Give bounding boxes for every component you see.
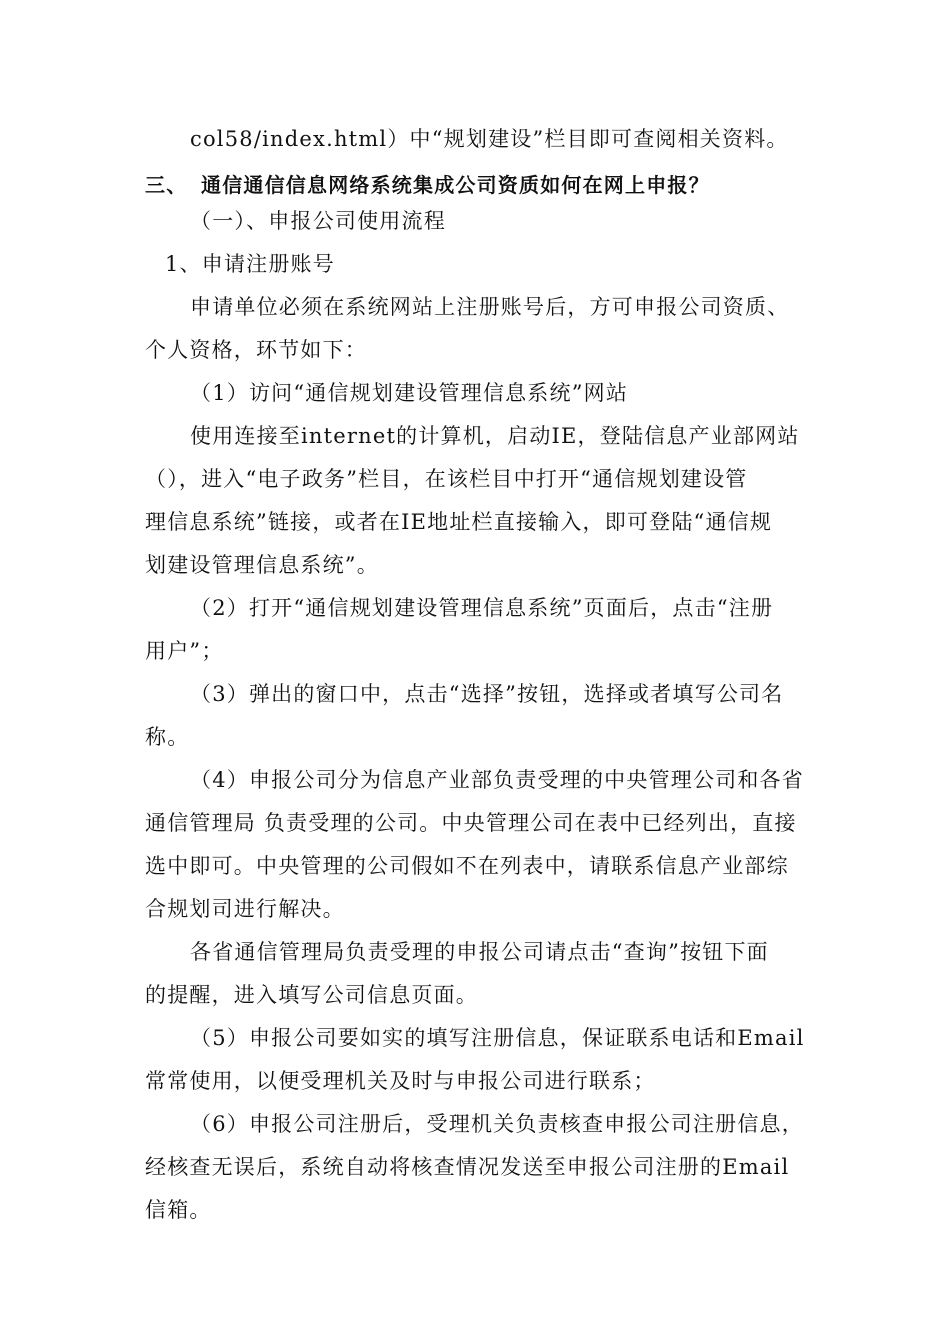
paragraph-line: 各省通信管理局负责受理的申报公司请点击“查询”按钮下面 (190, 940, 769, 964)
list-item: （4）申报公司分为信息产业部负责受理的中央管理公司和各省 (190, 768, 804, 792)
list-item: （2）打开“通信规划建设管理信息系统”页面后，点击“注册 (190, 596, 774, 620)
paragraph-line: 划建设管理信息系统”。 (145, 553, 379, 577)
paragraph-line: 通信管理局 负责受理的公司。中央管理公司在表中已经列出，直接 (145, 811, 797, 835)
paragraph-line: 常常使用，以便受理机关及时与申报公司进行联系； (145, 1069, 656, 1093)
paragraph-line: 理信息系统”链接，或者在IE地址栏直接输入，即可登陆“通信规 (145, 510, 773, 534)
paragraph-line: （），进入“电子政务”栏目，在该栏目中打开“通信规划建设管 (145, 467, 748, 491)
list-item: （3）弹出的窗口中，点击“选择”按钮，选择或者填写公司名 (190, 682, 784, 706)
paragraph-line: 使用连接至internet的计算机，启动IE，登陆信息产业部网站 (190, 424, 800, 448)
section-heading (145, 170, 825, 200)
paragraph-line: 选中即可。中央管理的公司假如不在列表中，请联系信息产业部综 (145, 854, 789, 878)
paragraph-line: 的提醒，进入填写公司信息页面。 (145, 983, 478, 1007)
list-item: （5）申报公司要如实的填写注册信息，保证联系电话和Email (190, 1026, 805, 1050)
paragraph-line: col58/index.html）中“规划建设”栏目即可查阅相关资料。 (190, 127, 789, 151)
section-number: 三、 (145, 173, 188, 197)
step-title: 1、申请注册账号 (165, 252, 335, 276)
paragraph-line: 合规划司进行解决。 (145, 897, 345, 921)
paragraph-line: 用户”； (145, 639, 224, 663)
paragraph-line: 称。 (145, 725, 190, 749)
list-item: （1）访问“通信规划建设管理信息系统”网站 (190, 381, 629, 405)
subsection-title: （一）、申报公司使用流程 (190, 209, 446, 233)
paragraph-line: 申请单位必须在系统网站上注册账号后，方可申报公司资质、 (190, 295, 790, 319)
paragraph-line: 信箱。 (145, 1198, 212, 1222)
paragraph-line: 个人资格，环节如下： (145, 338, 367, 362)
section-title: 通信通信信息网络系统集成公司资质如何在网上申报？ (201, 173, 710, 197)
paragraph-line: 经核查无误后，系统自动将核查情况发送至申报公司注册的Email (145, 1155, 790, 1179)
list-item: （6）申报公司注册后，受理机关负责核查申报公司注册信息， (190, 1112, 804, 1136)
